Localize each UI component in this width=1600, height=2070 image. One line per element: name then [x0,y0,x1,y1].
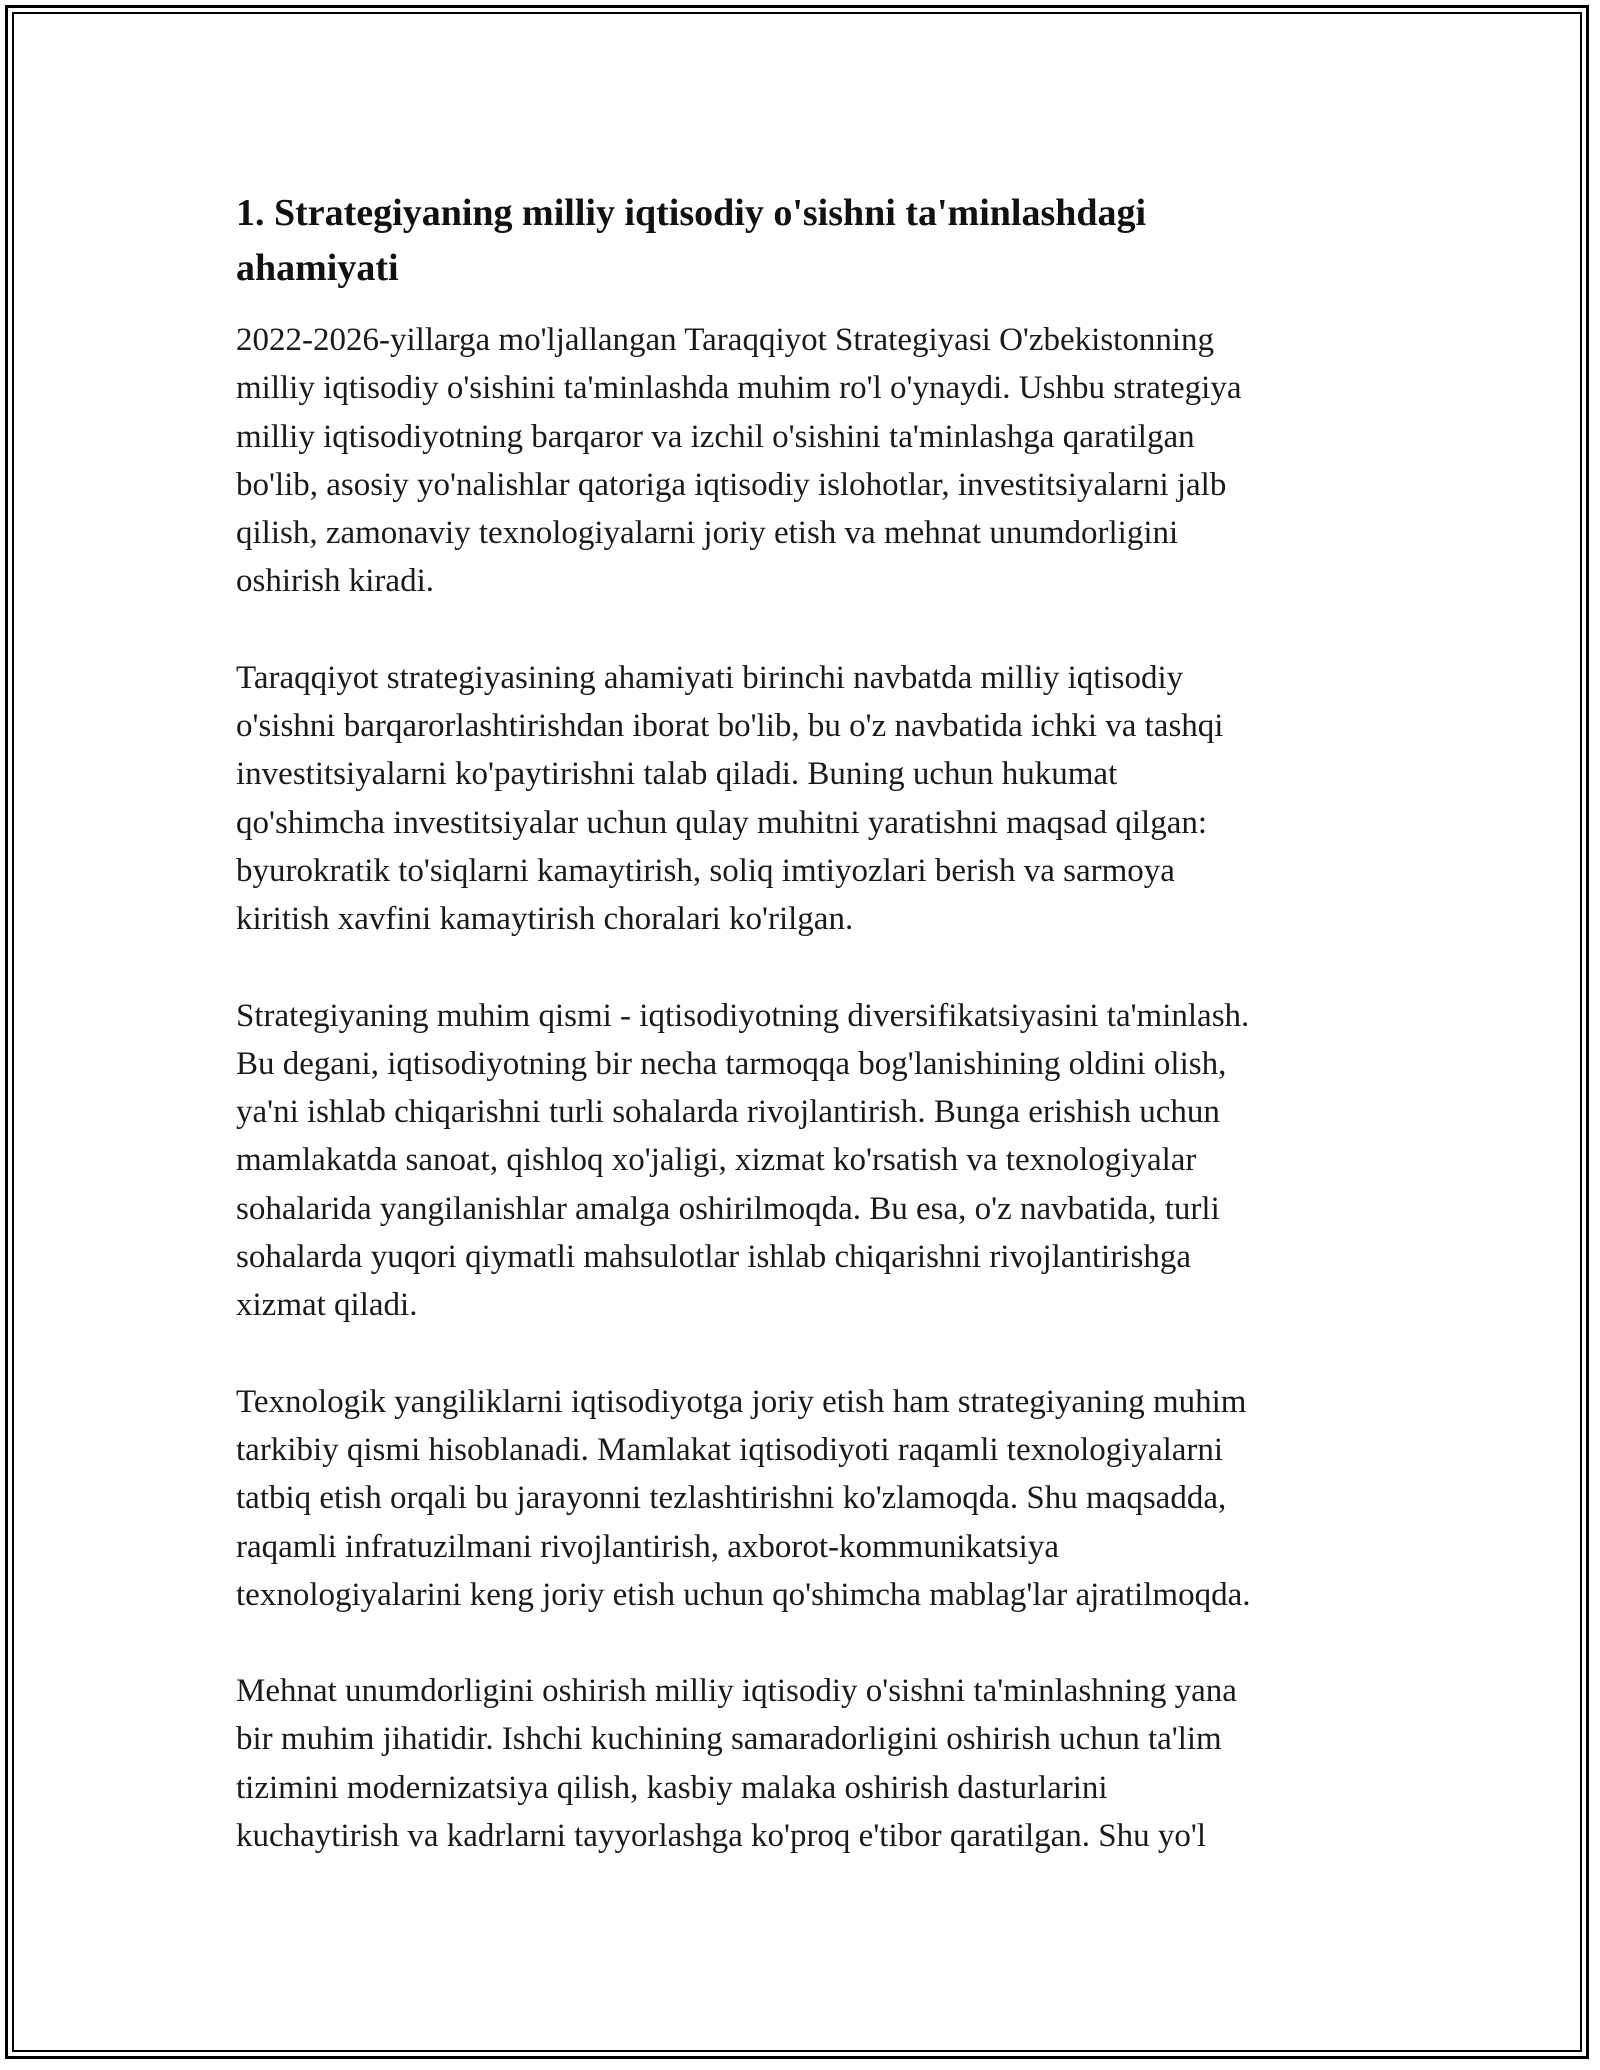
paragraph-2: Taraqqiyot strategiyasining ahamiyati birinchi navbatda milliy iqtisodiy o'sishni barqarorlashtirishdan iborat bo'lib, bu o'z navbatida ichki va tashqi investitsiyalarni ko'paytirishni talab qiladi. Buning uchun hukumat qo'shimcha investitsiyalar uchun qulay muhitni yaratishni maqsad qilgan: byurokratik to'siqlarni kamaytirish, soliq imtiyozlari berish va sarmoya kiritish xavfini kamaytirish choralari ko'rilgan. [236,659,1224,938]
document-body [236,186,1376,1908]
paragraph-5: Mehnat unumdorligini oshirish milliy iqtisodiy o'sishni ta'minlashning yana bir muhim jihatidir. Ishchi kuchining samaradorligini oshirish uchun ta'lim tizimini modernizatsiya qilish, kasbiy malaka oshirish dasturlarini kuchaytirish va kadrlarni tayyorlashga ko'proq e'tibor qaratilgan. Shu yo'l [236,1673,1237,1855]
paragraph-1: 2022-2026-yillarga mo'ljallangan Taraqqiyot Strategiyasi O'zbekistonning milliy iqtisodiy o'sishini ta'minlashda muhim ro'l o'ynaydi. Ushbu strategiya milliy iqtisodiyotning barqaror va izchil o'sishini ta'minlashga qaratilgan bo'lib, asosiy yo'nalishlar qatoriga iqtisodiy islohotlar, investitsiyalarni jalb qilish, zamonaviy texnologiyalarni joriy etish va mehnat unumdorligini oshirish kiradi. [236,322,1242,600]
paragraph-3: Strategiyaning muhim qismi - iqtisodiyotning diversifikatsiyasini ta'minlash. Bu degani, iqtisodiyotning bir necha tarmoqqa bog'lanishining oldini olish, ya'ni ishlab chiqarishni turli sohalarda rivojlantirish. Bunga erishish uchun mamlakatda sanoat, qishloq xo'jaligi, xizmat ko'rsatish va texnologiyalar sohalarida yangilanishlar amalga oshirilmoqda. Bu esa, o'z navbatida, turli sohalarda yuqori qiymatli mahsulotlar ishlab chiqarishni rivojlantirishga xizmat qiladi. [236,997,1250,1324]
section-heading: 1. Strategiyaning milliy iqtisodiy o'sishni ta'minlashdagi ahamiyati [236,192,1147,289]
paragraph-4: Texnologik yangiliklarni iqtisodiyotga joriy etish ham strategiyaning muhim tarkibiy qismi hisoblanadi. Mamlakat iqtisodiyoti raqamli texnologiyalarni tatbiq etish orqali bu jarayonni tezlashtirishni ko'zlamoqda. Shu maqsadda, raqamli infratuzilmani rivojlantirish, axborot-kommunikatsiya texnologiyalarini keng joriy etish uchun qo'shimcha mablag'lar ajratilmoqda. [236,1383,1251,1613]
